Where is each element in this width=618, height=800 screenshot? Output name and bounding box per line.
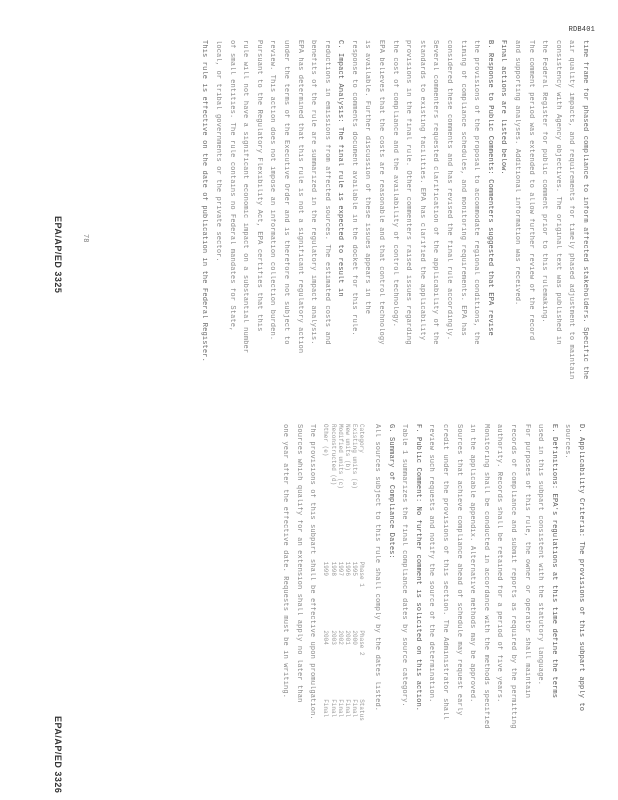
text-line: standards to existing facilities. EPA has clarified the applicability — [417, 40, 426, 341]
table-cell: Reconstructed (d) — [329, 424, 337, 486]
table-cell: Category — [358, 424, 366, 453]
table-cell: 2004 — [322, 630, 330, 645]
text-line: benefits of the rule are summarized in the regulatory impact analysis. — [309, 40, 318, 345]
table-row — [351, 424, 358, 768]
text-line: in the applicable appendix. Alternative methods may be approved. — [468, 424, 477, 703]
table-cell: 2001 — [344, 630, 352, 645]
text-line: records of compliance and submit reports as required by the permitting — [509, 424, 518, 729]
text-line: credit under the provisions of this section. The Administrator shall — [441, 424, 450, 720]
table-row — [329, 424, 336, 768]
text-line: E. Definitions: EPA's regulations at this time define the terms — [549, 424, 558, 699]
table-row — [358, 424, 365, 768]
text-line: time frame for phased compliance to inform affected stakeholders. Specific the — [581, 40, 589, 380]
table-row — [337, 424, 344, 768]
table-cell: Phase 2 — [358, 630, 366, 656]
text-line: one year after the effective date. Requests must be in writing. — [281, 424, 290, 699]
text-line: response to comments document available in the docket for this rule. — [349, 40, 358, 336]
text-line: The comment period was extended to allow further review of the record — [526, 40, 535, 341]
table-cell: 1999 — [322, 561, 330, 576]
text-line: Sources that achieve compliance ahead of schedule may request early — [454, 424, 463, 716]
footer-label-left: EPA/AP/ED 3325 — [53, 216, 63, 294]
text-line: the provisions of the proposal to accommodate regional conditions, the — [472, 40, 481, 345]
table-cell: 1998 — [329, 561, 337, 576]
rotated-content — [29, 36, 589, 794]
text-line: of small entities. The rule contains no Federal mandates for State, — [227, 40, 236, 332]
text-line: F. Public Comment: No further comment is solicited on this action. — [413, 424, 422, 712]
text-line: Table 1 summarizes the final compliance dates by source category. — [400, 424, 409, 707]
text-line: reductions in emissions from affected sources. The estimated costs and — [322, 40, 331, 345]
text-line: authority. Records shall be retained for a period of five years. — [495, 424, 504, 703]
text-line: air quality impacts, and requirements for timely phased adjustment to maintain — [567, 40, 576, 380]
text-line: EPA has determined that this rule is not a significant regulatory action — [295, 40, 304, 354]
table-cell: 2003 — [329, 630, 337, 645]
text-line: consistency with Agency objectives. The original text was published in — [553, 40, 562, 345]
text-line: This rule is effective on the date of publication in the Federal Register. — [200, 40, 209, 362]
text-line: G. Summary of Compliance Dates: — [386, 424, 395, 559]
text-line: B. Response to Public Comments: Commenters suggested that EPA revise — [485, 40, 494, 336]
table-cell: 2002 — [336, 630, 344, 645]
table-cell: 1997 — [336, 561, 344, 576]
text-line: provisions in the final rule. Other commenters raised issues regarding — [404, 40, 413, 345]
text-line: local, or tribal governments or the private sector. — [213, 40, 222, 262]
compliance-table — [322, 424, 365, 768]
text-line: The provisions of this subpart shall be effective upon promulgation. — [308, 424, 317, 720]
table-cell: Existing units (a) — [351, 424, 359, 489]
page-number: 78 — [81, 234, 89, 243]
text-line: the Federal Register for public comment prior to this rulemaking. — [540, 40, 549, 323]
table-cell: Phase 1 — [358, 561, 366, 587]
table-row — [322, 424, 329, 768]
table-cell: Final — [344, 699, 352, 718]
footer-label-right: EPA/AP/ED 3326 — [53, 716, 63, 794]
table-cell: Final — [322, 699, 330, 718]
text-line: Pursuant to the Regulatory Flexibility Act, EPA certifies that this — [254, 40, 263, 332]
text-line: considered these comments and has revised the final rule accordingly. — [445, 40, 454, 341]
document-id: RDB401 — [568, 26, 595, 34]
table-cell: Final — [351, 699, 359, 718]
table-cell: 2000 — [351, 630, 359, 645]
text-line: EPA believes that the costs are reasonable and that control technology — [377, 40, 386, 345]
table-cell: Other (e) — [322, 424, 330, 457]
text-line: is available. Further discussion of these issues appears in the — [363, 40, 372, 315]
table-cell: Final — [329, 699, 337, 718]
closing-paragraph — [280, 424, 317, 768]
text-line: For purposes of this rule, the owner or operator shall maintain — [522, 424, 531, 699]
text-line: rule will not have a significant economic impact on a substantial number — [241, 40, 250, 354]
text-line: C. Impact Analysis: The final rule is expected to result in — [336, 40, 345, 297]
text-line: and supporting analyses. Additional information was received. — [513, 40, 522, 306]
text-line: D. Applicability Criteria: The provisions of this subpart apply to — [577, 424, 585, 712]
text-line: under the terms of the Executive Order and is therefore not subject to — [281, 40, 290, 345]
table-cell: Status — [358, 699, 366, 721]
table-cell: 1995 — [351, 561, 359, 576]
text-line: used in this subpart consistent with the statutory language. — [536, 424, 545, 686]
table-cell: Modified units (c) — [336, 424, 344, 489]
text-line: timing of compliance schedules, and monitoring requirements. EPA has — [458, 40, 467, 336]
text-line: Sources which qualify for an extension shall apply no later than — [294, 424, 303, 703]
left-column — [195, 40, 589, 384]
text-line: review such requests and notify the source of the determination. — [427, 424, 436, 703]
table-cell: Final — [336, 699, 344, 718]
text-line: Final actions are listed below. — [499, 40, 508, 175]
text-line: the cost of compliance and the availability of control technology. — [390, 40, 399, 328]
table-cell: 1996 — [344, 561, 352, 576]
table-cell: New units (b) — [344, 424, 352, 471]
text-line: Monitoring shall be conducted in accordance with the methods specified — [481, 424, 490, 729]
right-column — [276, 424, 590, 768]
table-row — [344, 424, 351, 768]
text-line: review. This action does not impose an information collection burden. — [268, 40, 277, 341]
text-line: All sources subject to this rule shall comply by the dates listed. — [373, 424, 382, 712]
text-line: Several commenters requested clarification of the applicability of the — [431, 40, 440, 345]
text-line: sources. — [563, 424, 572, 459]
